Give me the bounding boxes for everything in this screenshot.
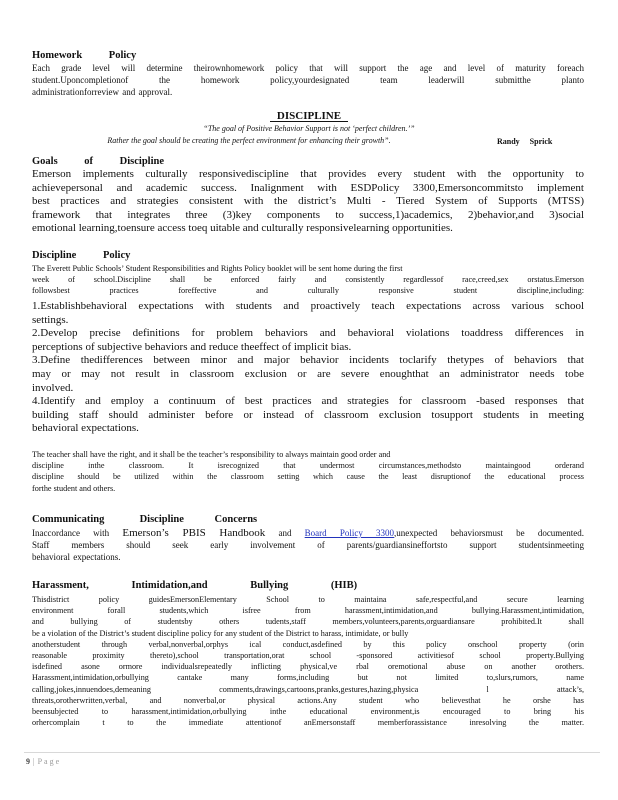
text-line: reasonable proximity thereto),school transportation,orat school -sponsored activitiesof school property.Bullying: [32, 651, 584, 661]
text-span: Inaccordance with: [32, 528, 110, 538]
text-line: anotherstudent through verbal,nonverbal,orphys ical conduct,asdefined by this policy onschool property (orin: [32, 639, 584, 649]
goals-paragraph: [32, 168, 584, 236]
text-line: [32, 528, 584, 540]
hib-paragraph: [32, 594, 584, 728]
concerns-heading: [32, 514, 584, 525]
text-line: achievepersonal and academic success. Inalignment with ESDPolicy 3300,Emersoncommitsto implement: [32, 181, 584, 194]
list-item: perceptions of subjective behaviors and reduce theeffect of implicit bias.: [32, 340, 352, 353]
concerns-heading-text: Discipline Concerns: [139, 514, 258, 525]
text-line: The Everett Public Schools’ Student Responsibilities and Rights Policy booklet will be sent home during the first: [32, 264, 403, 273]
text-line: and bullying of studentsby others tudents,staff members,volunteers,parents,orguardiansare prohibited.It shall: [32, 617, 584, 627]
text-line: discipline inthe classroom. It isrecognized that undermost circumstances,methodsto maintaingood orderand: [32, 461, 584, 471]
text-line: The teacher shall have the right, and it shall be the teacher’s responsibility to always maintain good order and: [32, 450, 391, 459]
footer-separator: |: [33, 757, 35, 766]
text-line: Staff members should seek early involvement of parents/guardiansineffortsto support studentsinmeeting: [32, 539, 584, 550]
handbook-title: Emerson’s PBIS Handbook: [122, 527, 266, 539]
text-line: orhercomplain t to the immediate attentionof anEmersonstaff memberforassistance inresolving the matter.: [32, 718, 584, 728]
policy-heading: Discipline Policy: [32, 250, 131, 261]
list-item: behavioral expectations.: [32, 422, 139, 435]
policy-list: [32, 300, 584, 436]
text-line: student.Uponcompletionof the homework policy,yourdesignated team leaderwill submitthe planto: [32, 74, 584, 85]
hib-heading: Harassment, Intimidation,and Bullying (HIB): [32, 580, 358, 591]
policy-intro: [32, 263, 584, 297]
text-line: Thisdistrict policy guidesEmersonElementary School to maintaina safe,respectful,and secure learning: [32, 595, 584, 604]
text-line: Each grade level will determine theirownhomework policy that will support the age and level of maturity foreach: [32, 63, 584, 73]
text-line: framework that integrates three (3)key components to success,1)academics, 2)behavior,and 3)social: [32, 208, 584, 221]
text-line: emotional learning,toensure access toeq uitable and culturally responsivelearning opportunities.: [32, 222, 453, 235]
concerns-heading-text: Communicating: [32, 514, 105, 525]
discipline-title: DISCIPLINE: [276, 110, 342, 122]
text-line: best practices and strategies consistent with the district’s Multi - Tiered System of Supports (MTSS): [32, 195, 584, 208]
page-number: 9: [26, 757, 30, 766]
page-label: Page: [37, 757, 62, 766]
quote-author: Randy Sprick: [497, 137, 553, 146]
text-span: and: [278, 528, 292, 538]
text-line: Harassment,intimidation,orbullying cantake many forms,including but not limited to,slurs,rumors, name: [32, 673, 584, 683]
text-line: week of school.Discipline shall be enforced fairly and consistently regardlessof race,creed,sex orstatus.Emerson: [32, 275, 584, 285]
text-line: threats,orotherwritten,verbal, and nonverbal,or physical actions.Any student who believesthat he orshe has: [32, 695, 584, 705]
title-underline: [270, 121, 348, 122]
text-line: environment forall students,which isfree from harassment,intimidation,and bullying.Harassment,intimidation,: [32, 606, 584, 616]
quote-line-2: Rather the goal should be creating the perfect environment for enhancing their growth”.: [107, 136, 391, 145]
list-item: 2.Develop precise definitions for problem behaviors and behavioral violations toaddress differences in: [32, 327, 584, 340]
page-footer: [26, 757, 61, 766]
text-span: ,unexpected behaviorsmust be documented.: [394, 528, 585, 538]
teacher-paragraph: [32, 449, 584, 494]
list-item: may or may not result in classroom exclusion or are severe enoughthat an administrator needs tobe: [32, 367, 584, 380]
list-item: involved.: [32, 381, 74, 394]
goals-heading: Goals of Discipline: [32, 156, 165, 167]
board-policy-link[interactable]: Board Policy 3300: [304, 528, 395, 538]
text-line: administrationforreview and approval.: [32, 86, 173, 97]
homework-heading: Homework Policy: [32, 50, 137, 61]
text-line: behavioral expectations.: [32, 551, 121, 562]
concerns-paragraph: [32, 528, 584, 563]
list-item: settings.: [32, 313, 69, 326]
list-item: 4.Identify and employ a continuum of best practices and strategies for classroom -based responses that: [32, 395, 584, 408]
text-line: Emerson implements culturally responsivediscipline that provides every student with the opportunity to: [32, 168, 584, 180]
text-line: discipline should be utilized within the classroom setting which cause the least disruptionof the educational process: [32, 472, 584, 482]
list-item: 3.Define thedifferences between minor and major behavior incidents toclarify thetypes of behaviors that: [32, 354, 584, 367]
text-line: beensubjected to harassment,intimidation,orbullying inthe educational environment,is encouraged to bring his: [32, 707, 584, 717]
list-item: 1.Establishbehavioral expectations with students and proactively teach expectations across various school: [32, 300, 584, 312]
text-line: calling,jokes,innuendoes,demeaning comments,drawings,cartoons,pranks,gestures,hazing,physica l attack’s,: [32, 684, 584, 694]
quote-line-1: “The goal of Positive Behavior Support is not ‘perfect children.’”: [203, 124, 415, 133]
text-line: be a violation of the District’s student discipline policy for any student of the District to harass, intimidate, or bully: [32, 628, 409, 638]
text-line: followsbest practices foreffective and culturally responsive student discipline,including:: [32, 286, 584, 296]
list-item: building staff should administer before or instead of classroom exclusion tosupport students in meeting: [32, 408, 584, 421]
text-line: forthe student and others.: [32, 483, 116, 493]
homework-paragraph: [32, 63, 584, 98]
footer-divider: [24, 752, 600, 753]
text-line: isdefined asone ormore individualsrepeatedly inflicting physical,ve rbal oremotional abuse on another orothers.: [32, 662, 584, 672]
